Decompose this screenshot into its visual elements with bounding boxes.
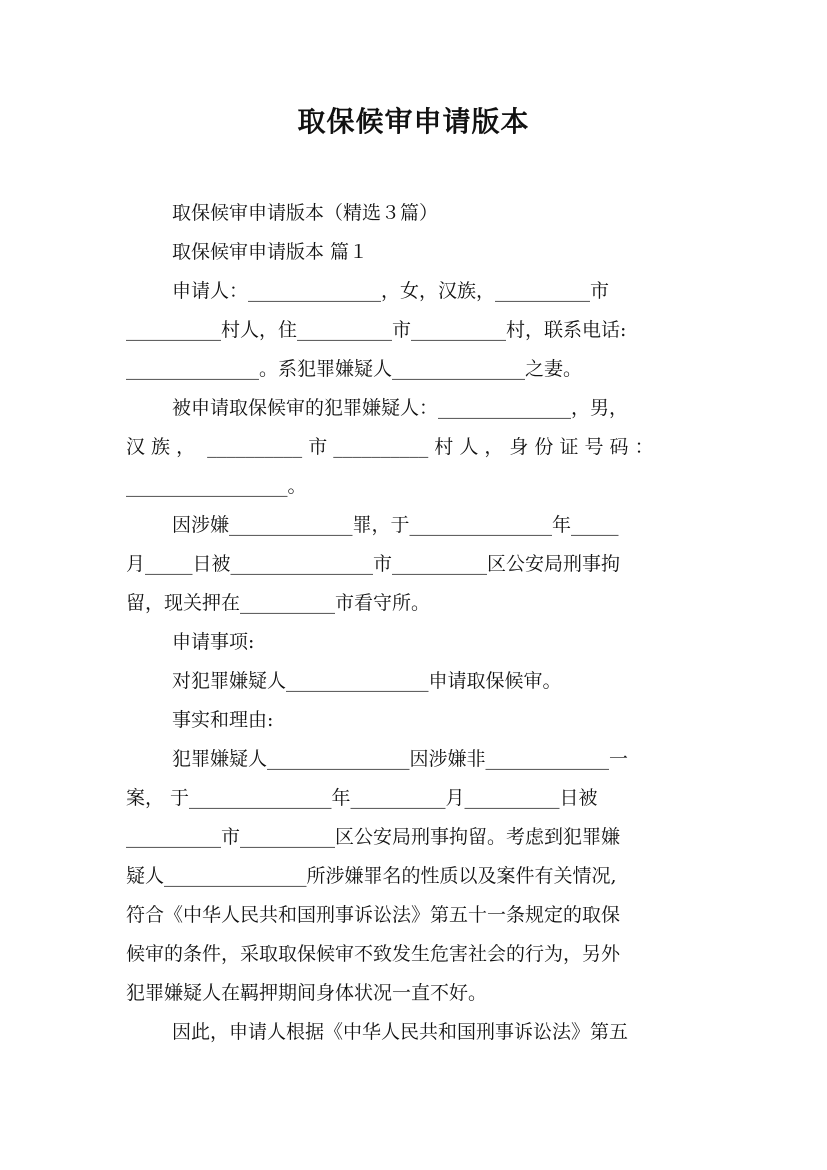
line-phone: ______________。系犯罪嫌疑人______________之妻。 — [126, 358, 583, 380]
line-reason-2: 案， 于_______________年__________月__________日被 — [126, 787, 598, 809]
line-address: __________村人，住__________市__________村，联系电话: — [126, 319, 627, 341]
line-reason-1: 犯罪嫌疑人_______________因涉嫌非_____________一 — [172, 748, 629, 770]
line-reason-3: __________市__________区公安局刑事拘留。考虑到犯罪嫌 — [126, 826, 621, 848]
line-reason-7: 犯罪嫌疑人在羁押期间身体状况一直不好。 — [126, 982, 488, 1004]
line-ethnicity: 汉 族 ， __________ 市 __________ 村 人 ， 身 份 证 号 码 ： — [126, 436, 654, 458]
line-section-heading: 取保候审申请版本 篇１ — [172, 241, 369, 263]
document-title: 取保候审申请版本 — [297, 105, 530, 138]
line-suspect: 被申请取保候审的犯罪嫌疑人：______________，男， — [172, 397, 629, 419]
line-request-heading: 申请事项: — [172, 631, 255, 653]
line-reasons-heading: 事实和理由: — [172, 709, 274, 731]
line-id-number: _________________。 — [126, 475, 307, 497]
line-reason-5: 符合《中华人民共和国刑事诉讼法》第五十一条规定的取保 — [126, 904, 621, 926]
line-custody: 留，现关押在__________市看守所。 — [126, 592, 431, 614]
line-conclusion: 因此，申请人根据《中华人民共和国刑事诉讼法》第五 — [172, 1021, 629, 1043]
line-detention: 月_____日被_______________市__________区公安局刑事拘 — [126, 553, 621, 575]
line-subtitle: 取保候审申请版本（精选３篇） — [172, 202, 439, 224]
line-charge: 因涉嫌_____________罪，于_______________年_____ — [172, 514, 619, 536]
line-request: 对犯罪嫌疑人_______________申请取保候审。 — [172, 670, 562, 692]
line-reason-4: 疑人_______________所涉嫌罪名的性质以及案件有关情况, — [126, 865, 617, 887]
line-applicant: 申请人：______________，女，汉族，__________市 — [172, 280, 610, 302]
line-reason-6: 候审的条件，采取取保候审不致发生危害社会的行为，另外 — [126, 943, 621, 965]
